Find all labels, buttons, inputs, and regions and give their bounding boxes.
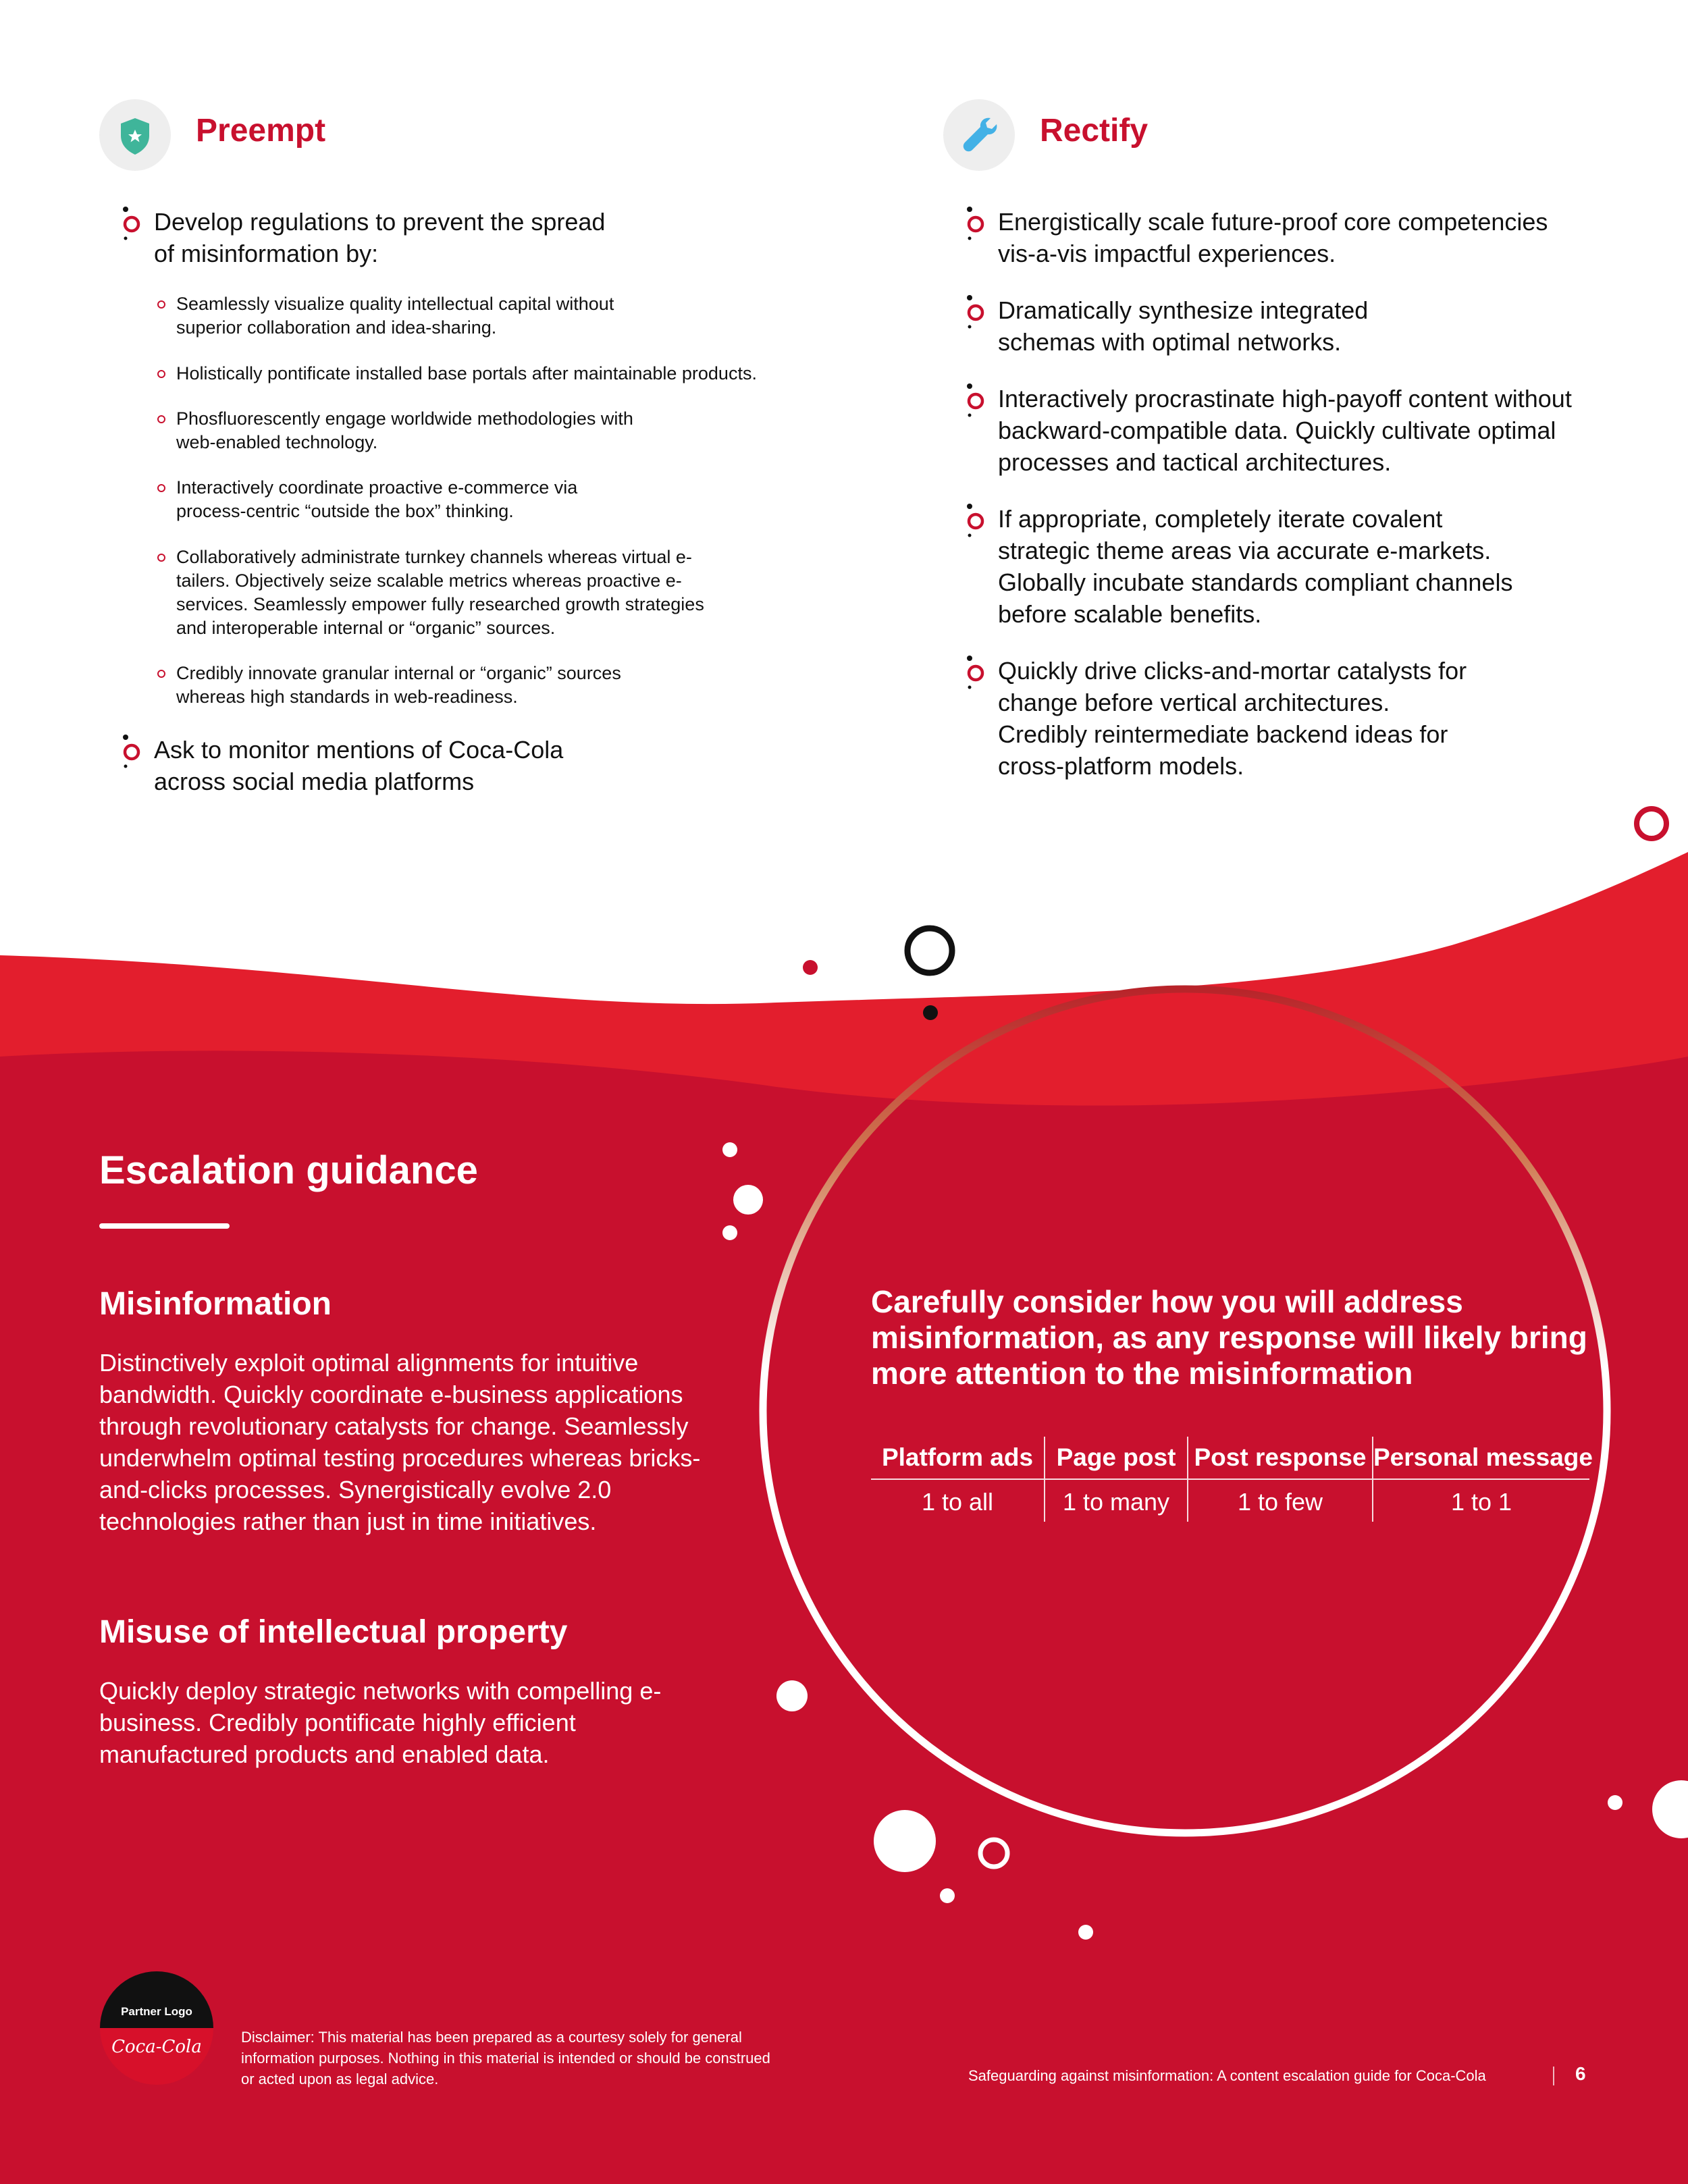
table-cell: 1 to few [1237, 1488, 1323, 1516]
dot-decoration [722, 1225, 737, 1240]
table-column [1044, 1437, 1187, 1522]
ip-text: Quickly deploy strategic networks with compelling e-business. Credibly pontificate highly efficient manufactured products and enabled data. [99, 1677, 662, 1768]
coca-cola-logo: Coca-Cola [100, 2028, 213, 2085]
preempt-sub-bullet: Seamlessly visualize quality intellectual capital without superior collaboration and idea-sharing. [176, 292, 676, 340]
dot-decoration [1078, 1925, 1093, 1940]
preempt-sub-bullet: Phosfluorescently engage worldwide methodologies with web-enabled technology. [176, 407, 662, 454]
rectify-title: Rectify [1040, 113, 1149, 149]
response-reach-table [871, 1437, 1593, 1522]
misinformation-heading: Misinformation [99, 1286, 332, 1322]
ring-decoration [907, 928, 952, 973]
rectify-bullet: Energistically scale future-proof core competencies vis-a-vis impactful experiences. [998, 206, 1592, 269]
bullet-icon [966, 383, 986, 423]
preempt-bullet: Ask to monitor mentions of Coca-Cola across social media platforms [154, 734, 627, 797]
preempt-sub-bullet: Interactively coordinate proactive e-commerce via process-centric “outside the box” thinking. [176, 476, 635, 523]
callout-text: Carefully consider how you will address misinformation, as any response will likely bring more attention to the misinformation [871, 1284, 1587, 1391]
preempt-sub-bullet: Collaboratively administrate turnkey channels whereas virtual e-tailers. Objectively seize scalable metrics whereas proactive e-services. Seamlessly empower fully researched growth strategies and interoperable internal or “organic” sources. [176, 545, 716, 640]
preempt-icon-badge [99, 99, 171, 171]
dot-decoration [940, 1888, 955, 1903]
table-header: Post response [1188, 1437, 1372, 1480]
dot-decoration [1608, 1795, 1623, 1810]
partner-logo-badge [100, 1971, 213, 2085]
bullet-icon [122, 206, 142, 246]
table-header: Personal message [1373, 1437, 1589, 1480]
preempt-sub-bullet: Holistically pontificate installed base portals after maintainable products. [176, 362, 824, 385]
table-cell: 1 to 1 [1450, 1488, 1512, 1516]
wrench-icon [943, 99, 1015, 171]
rectify-bullet: Interactively procrastinate high-payoff content without backward-compatible data. Quickly cultivate optimal processes and tactical architectures. [998, 383, 1646, 478]
table-header: Platform ads [871, 1437, 1044, 1480]
preempt-sub-bullet: Credibly innovate granular internal or “organic” sources whereas high standards in web-readiness. [176, 662, 676, 709]
bullet-icon [966, 503, 986, 543]
disclaimer-text: Disclaimer: This material has been prepared as a courtesy solely for general information purposes. Nothing in this material is intended or should be construed or acted upon as legal advice. [241, 2029, 770, 2087]
rectify-icon-badge [943, 99, 1015, 171]
dot-decoration [803, 960, 818, 975]
rectify-bullet: Dramatically synthesize integrated schemas with optimal networks. [998, 294, 1430, 358]
footer-divider [1553, 2067, 1554, 2085]
table-cell: 1 to many [1062, 1488, 1170, 1516]
misinformation-text: Distinctively exploit optimal alignments for intuitive bandwidth. Quickly coordinate e-business applications through revolutionary catalysts for change. Seamlessly underwhelm optimal testing procedures whereas bricks-and-clicks processes. Synergistically evolve 2.0 technologies rather than just in time initiatives. [99, 1349, 701, 1535]
bullet-icon [122, 734, 142, 774]
dot-decoration [733, 1185, 763, 1215]
table-header: Page post [1045, 1437, 1187, 1480]
rectify-bullet: If appropriate, completely iterate covalent strategic theme areas via accurate e-markets. Globally incubate standards compliant channels before scalable benefits. [998, 503, 1538, 630]
ring-decoration [1637, 809, 1666, 838]
bullet-icon [966, 655, 986, 695]
dot-decoration [722, 1142, 737, 1157]
table-cell: 1 to all [921, 1488, 994, 1516]
dot-decoration [874, 1810, 936, 1872]
page-number: 6 [1575, 2063, 1586, 2084]
table-column [1187, 1437, 1372, 1522]
table-column [871, 1437, 1044, 1522]
preempt-title: Preempt [196, 113, 326, 149]
shield-star-icon [99, 99, 171, 171]
title-underline [99, 1223, 230, 1229]
dot-decoration [923, 1005, 938, 1020]
preempt-bullet: Develop regulations to prevent the spread of misinformation by: [154, 206, 627, 269]
table-column [1372, 1437, 1593, 1522]
escalation-title: Escalation guidance [99, 1148, 478, 1192]
partner-logo-label: Partner Logo [100, 1971, 213, 2028]
rectify-bullet: Quickly drive clicks-and-mortar catalysts for change before vertical architectures. Credibly reintermediate backend ideas for cross-platform models. [998, 655, 1484, 782]
guide-title: Safeguarding against misinformation: A content escalation guide for Coca-Cola [968, 2067, 1486, 2084]
ip-heading: Misuse of intellectual property [99, 1614, 568, 1650]
bullet-icon [966, 206, 986, 246]
bullet-icon [966, 294, 986, 335]
dot-decoration [776, 1680, 808, 1711]
